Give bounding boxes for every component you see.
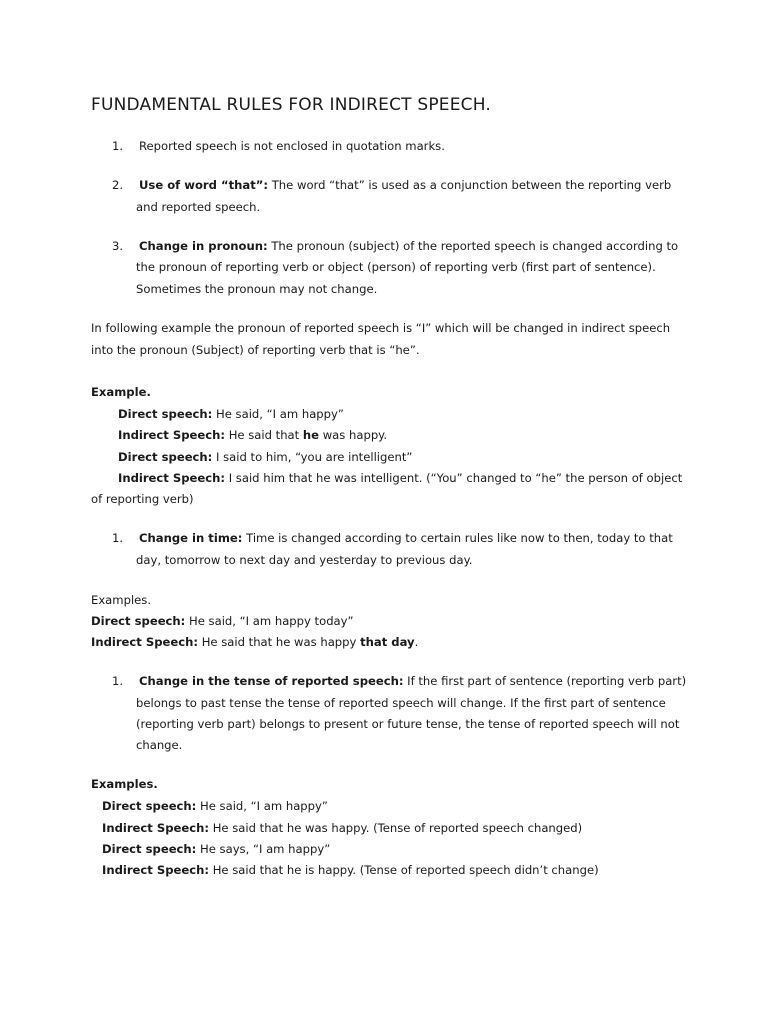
example-label: Indirect Speech: (102, 863, 210, 877)
list-number: 1. (112, 674, 124, 688)
list-number: 1. (112, 139, 124, 153)
rule-label: Change in time: (139, 531, 243, 545)
example-label: Indirect Speech: (102, 821, 210, 835)
rule-text: Reported speech is not enclosed in quotation marks. (139, 139, 445, 153)
rule-text: Time is changed according to certain rules like now to then, today to that (242, 531, 673, 545)
rule-text: change. (136, 738, 183, 752)
paragraph-line: into the pronoun (Subject) of reporting verb that is “he”. (91, 343, 420, 357)
rule-text: and reported speech. (136, 200, 261, 214)
example-text: He said, “I am happy” (196, 799, 328, 813)
example-label: Direct speech: (102, 842, 197, 856)
example-line (91, 611, 354, 633)
example-label: Direct speech: (102, 799, 197, 813)
example-bold-word: he (302, 428, 320, 442)
example-text: He said that (225, 428, 303, 442)
example-label: Indirect Speech: (118, 471, 226, 485)
example-text: He said that he was happy (198, 635, 361, 649)
example-text: He said, “I am happy today” (185, 614, 354, 628)
rule-text: day, tomorrow to next day and yesterday to previous day. (136, 553, 473, 567)
example-label: Indirect Speech: (91, 635, 199, 649)
rule-line (139, 175, 671, 197)
example-text: He said that he is happy. (Tense of reported speech didn’t change) (209, 863, 599, 877)
rule-text: Sometimes the pronoun may not change. (136, 282, 378, 296)
list-number: 3. (112, 239, 124, 253)
example-heading: Examples. (91, 593, 152, 607)
example-text: I said to him, “you are intelligent” (212, 450, 413, 464)
example-text: was happy. (319, 428, 388, 442)
rule-text: The word “that” is used as a conjunction between the reporting verb (268, 178, 672, 192)
example-text: He says, “I am happy” (196, 842, 331, 856)
example-line (102, 796, 328, 818)
rule-text: The pronoun (subject) of the reported speech is changed according to (267, 239, 679, 253)
paragraph-line: In following example the pronoun of reported speech is “I” which will be changed in indirect speech (91, 321, 671, 335)
example-line (102, 839, 330, 861)
example-text: He said that he was happy. (Tense of reported speech changed) (209, 821, 583, 835)
example-line (102, 818, 582, 840)
example-label: Direct speech: (91, 614, 186, 628)
rule-line (139, 528, 673, 550)
rule-text: (reporting verb part) belongs to present or future tense, the tense of reported speech will not (136, 717, 680, 731)
rule-line (139, 671, 686, 693)
example-heading: Example. (91, 385, 151, 399)
example-line (118, 447, 412, 469)
example-label: Direct speech: (118, 407, 213, 421)
example-line: of reporting verb) (91, 492, 194, 506)
rule-text: belongs to past tense the tense of reported speech will change. If the first part of sentence (136, 696, 666, 710)
example-line (118, 404, 344, 426)
page-title: FUNDAMENTAL RULES FOR INDIRECT SPEECH. (91, 95, 492, 115)
example-label: Indirect Speech: (118, 428, 226, 442)
example-text: I said him that he was intelligent. (“You” changed to “he” the person of object (225, 471, 683, 485)
rule-text: the pronoun of reporting verb or object (person) of reporting verb (first part of sentence). (136, 260, 656, 274)
example-line (91, 632, 418, 654)
rule-line (139, 236, 678, 258)
example-text: He said, “I am happy” (212, 407, 344, 421)
example-line (118, 468, 682, 490)
example-line (118, 425, 387, 447)
example-label: Direct speech: (118, 450, 213, 464)
example-text: . (414, 635, 419, 649)
list-number: 2. (112, 178, 124, 192)
example-bold-word: that day (360, 635, 415, 649)
list-number: 1. (112, 531, 124, 545)
example-line (102, 860, 599, 882)
rule-label: Change in pronoun: (139, 239, 268, 253)
example-heading: Examples. (91, 777, 158, 791)
rule-label: Use of word “that”: (139, 178, 269, 192)
rule-text: If the first part of sentence (reporting verb part) (403, 674, 687, 688)
rule-label: Change in the tense of reported speech: (139, 674, 404, 688)
